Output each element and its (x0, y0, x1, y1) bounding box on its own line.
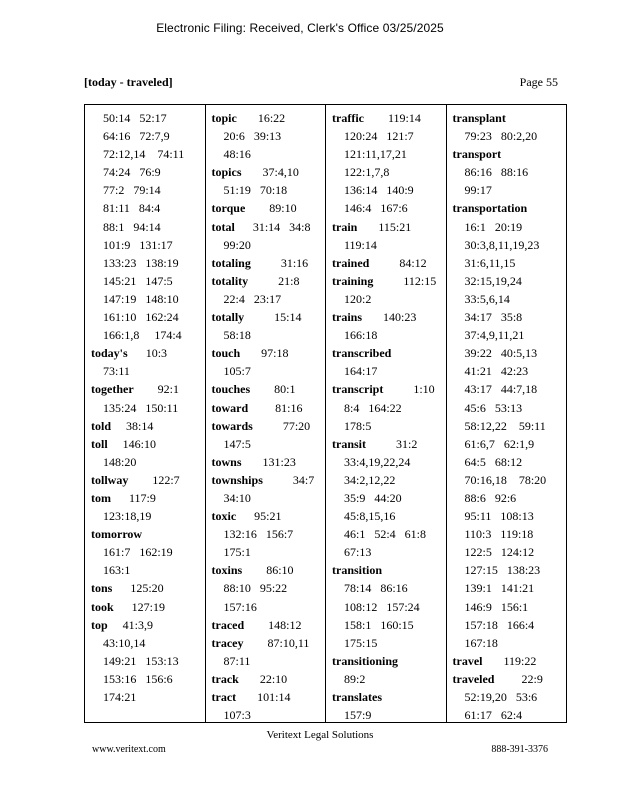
index-entry (91, 435, 201, 453)
index-page-refs: 115:21 (357, 219, 412, 234)
index-page-refs: 33:4,19,22,24 (344, 454, 411, 469)
index-page-refs: 35:9 44:20 (344, 490, 402, 505)
index-page-refs: 48:16 (223, 147, 251, 162)
index-term: transplant (452, 111, 506, 125)
index-page-refs: 127:15 138:23 (464, 563, 541, 578)
index-page-refs: 145:21 147:5 (103, 273, 173, 288)
index-page-refs: 146:10 (107, 436, 157, 451)
index-entry (91, 598, 201, 616)
index-page-refs: 136:14 140:9 (344, 183, 414, 198)
index-entry (332, 308, 442, 326)
index-entry (453, 652, 563, 670)
index-term: totaling (211, 255, 251, 270)
index-page-refs: 31:16 (250, 255, 309, 270)
index-term: took (91, 599, 114, 614)
index-term: traveled (452, 671, 495, 686)
index-page-refs: 133:23 138:19 (103, 255, 179, 270)
index-page-refs: 50:14 52:17 (103, 111, 167, 125)
index-term: today's (91, 346, 128, 361)
index-page-refs: 32:15,19,24 (464, 273, 522, 288)
index-entry (212, 308, 322, 326)
index-page-refs: 38:14 (111, 418, 154, 433)
index-term: transport (452, 147, 502, 162)
index-term: transportation (452, 201, 528, 216)
index-page-refs: 120:2 (344, 291, 372, 306)
index-page-refs: 73:11 (103, 364, 130, 379)
index-term: train (332, 219, 358, 234)
word-index-table (84, 104, 567, 723)
index-page-refs: 81:16 (248, 400, 303, 415)
index-term: trains (332, 310, 362, 325)
index-term: traced (211, 617, 245, 632)
index-page-refs: 101:14 (236, 690, 291, 704)
index-page-refs: 77:2 79:14 (103, 183, 161, 198)
index-term: travel (452, 653, 483, 668)
index-page-refs: 164:17 (344, 364, 378, 379)
index-term: transcript (332, 382, 384, 397)
index-page-refs: 30:3,8,11,19,23 (464, 237, 540, 252)
index-page-refs: 132:16 156:7 (223, 527, 294, 542)
index-column-1 (85, 105, 205, 722)
index-entry (91, 471, 201, 489)
index-entry (332, 344, 442, 362)
index-page-refs: 58:12,22 59:11 (464, 418, 546, 433)
index-page-refs: 153:16 156:6 (103, 671, 173, 686)
index-page-refs: 122:1,7,8 (344, 165, 390, 180)
index-page-refs: 41:3,9 (107, 617, 154, 632)
index-page-refs: 146:9 156:1 (464, 599, 529, 614)
index-page-refs: 88:6 92:6 (464, 490, 517, 505)
index-entry (91, 525, 201, 543)
index-page-refs: 146:4 167:6 (344, 201, 408, 216)
index-entry (212, 344, 322, 362)
index-column-4 (446, 105, 567, 722)
index-page-refs: 77:20 (252, 418, 311, 433)
index-page-refs: 79:23 80:2,20 (464, 129, 538, 144)
index-page-refs: 10:3 (127, 346, 168, 361)
index-page-refs: 87:10,11 (243, 635, 310, 650)
index-page-refs: 107:3 (223, 708, 251, 722)
index-page-refs: 121:11,17,21 (344, 147, 407, 162)
index-page-refs: 95:11 108:13 (464, 509, 534, 524)
index-entry (212, 254, 322, 272)
index-page-refs: 157:16 (223, 599, 257, 614)
index-entry (453, 145, 563, 163)
index-page-refs: 37:4,10 (241, 165, 299, 180)
index-entry (453, 109, 563, 127)
index-entry (212, 507, 322, 525)
index-entry (212, 634, 322, 652)
index-page-refs: 119:14 (363, 111, 421, 125)
index-entry (91, 616, 201, 634)
index-page-refs: 52:19,20 53:6 (464, 690, 538, 704)
index-page-refs: 21:8 (248, 273, 300, 288)
index-page-refs: 122:5 124:12 (464, 545, 535, 560)
index-page-refs: 166:18 (344, 328, 378, 343)
index-page-refs: 175:15 (344, 635, 378, 650)
index-page-refs: 16:1 20:19 (464, 219, 523, 234)
index-term: tracey (211, 635, 244, 650)
index-page-refs: 147:19 148:10 (103, 291, 179, 306)
index-page-refs: 110:3 119:18 (464, 527, 534, 542)
index-entry (212, 616, 322, 634)
index-entry (212, 399, 322, 417)
index-entry (332, 435, 442, 453)
index-page-refs: 89:10 (245, 201, 297, 216)
index-term: told (91, 418, 112, 433)
index-term: touch (211, 346, 241, 361)
index-entry (212, 163, 322, 181)
index-term: towns (211, 454, 242, 469)
index-page-refs: 101:9 131:17 (103, 237, 173, 252)
index-page-refs: 41:21 42:23 (464, 364, 529, 379)
index-page-refs: 89:2 (344, 671, 366, 686)
index-page-refs: 43:17 44:7,18 (464, 382, 538, 397)
footer-company: Veritext Legal Solutions (266, 729, 374, 741)
index-page-refs: 119:22 (482, 653, 537, 668)
index-page-refs: 80:1 (250, 382, 296, 397)
index-page-refs: 157:18 166:4 (464, 617, 535, 632)
efiling-stamp: Electronic Filing: Received, Clerk's Office 03/25/2025 (156, 21, 444, 35)
index-page-refs: 158:1 160:15 (344, 617, 414, 632)
index-term: trained (332, 255, 370, 270)
footer-website: www.veritext.com (92, 744, 166, 755)
index-page-refs: 120:24 121:7 (344, 129, 414, 144)
index-entry (212, 453, 322, 471)
index-page-refs: 1:10 (383, 382, 435, 397)
index-entry (332, 272, 442, 290)
index-page-refs: 70:16,18 78:20 (464, 472, 547, 487)
index-page-refs: 139:1 141:21 (464, 581, 535, 596)
index-page-refs: 8:4 164:22 (344, 400, 402, 415)
index-term: tomorrow (91, 527, 143, 542)
index-term: top (91, 617, 108, 632)
index-term: translates (332, 690, 382, 704)
index-entry (212, 109, 322, 127)
index-page-refs: 112:15 (373, 273, 437, 288)
index-column-2 (205, 105, 326, 722)
index-term: together (91, 382, 134, 397)
index-page-refs: 131:23 (241, 454, 296, 469)
index-entry (91, 380, 201, 398)
index-page-refs: 78:14 86:16 (344, 581, 408, 596)
index-page-refs: 99:20 (223, 237, 251, 252)
page-number: Page 55 (519, 75, 558, 89)
index-page-refs: 87:11 (223, 653, 251, 668)
index-page-refs: 34:10 (223, 490, 251, 505)
index-term: tract (211, 690, 237, 704)
index-entry (91, 417, 201, 435)
index-entry (212, 561, 322, 579)
index-term: transcribed (332, 346, 392, 361)
index-page-refs: 157:9 (344, 708, 372, 722)
index-term: transitioning (332, 653, 399, 668)
index-page-refs: 58:18 (223, 328, 251, 343)
index-page-refs: 39:22 40:5,13 (464, 346, 538, 361)
index-page-refs: 127:19 (113, 599, 166, 614)
index-page-refs: 161:7 162:19 (103, 545, 173, 560)
index-page-refs: 175:1 (223, 545, 251, 560)
index-page-refs: 86:10 (242, 563, 294, 578)
index-page-refs: 64:16 72:7,9 (103, 129, 170, 144)
index-entry (91, 579, 201, 597)
index-page-refs: 64:5 68:12 (464, 454, 523, 469)
index-page-refs: 20:6 39:13 (223, 129, 282, 144)
index-page-refs: 105:7 (223, 364, 251, 379)
footer-phone: 888-391-3376 (491, 744, 548, 755)
index-page-refs: 34:2,12,22 (344, 472, 396, 487)
index-page-refs: 97:18 (240, 346, 289, 361)
index-term: totality (211, 273, 249, 288)
index-page-refs: 178:5 (344, 418, 372, 433)
index-page-refs: 84:12 (369, 255, 427, 270)
index-page-refs: 61:17 62:4 (464, 708, 523, 722)
index-page-refs: 34:7 (262, 472, 315, 487)
index-page-refs: 95:21 (236, 509, 282, 524)
index-term: torque (211, 201, 246, 216)
index-entry (332, 380, 442, 398)
index-entry (212, 380, 322, 398)
index-term: toxins (211, 563, 243, 578)
index-page-refs: 99:17 (464, 183, 492, 198)
index-term: townships (211, 472, 263, 487)
index-entry (91, 489, 201, 507)
index-term: toxic (211, 509, 237, 524)
index-term: traffic (332, 111, 364, 125)
index-entry (453, 670, 563, 688)
index-page-refs: 37:4,9,11,21 (464, 328, 525, 343)
index-page-refs: 135:24 150:11 (103, 400, 179, 415)
index-page-refs: 140:23 (362, 310, 417, 325)
index-term: tom (91, 490, 111, 505)
index-page-refs: 119:14 (344, 237, 377, 252)
index-page-refs: 86:16 88:16 (464, 165, 529, 180)
index-range: [today - traveled] (84, 75, 173, 89)
index-entry (332, 109, 442, 127)
index-term: topic (211, 111, 237, 125)
index-page-refs: 166:1,8 174:4 (103, 328, 182, 343)
index-term: tons (91, 581, 113, 596)
index-page-refs: 51:19 70:18 (223, 183, 288, 198)
index-entry (453, 199, 563, 217)
index-page-refs: 149:21 153:13 (103, 653, 179, 668)
index-page-refs: 161:10 162:24 (103, 310, 179, 325)
index-entry (212, 218, 322, 236)
index-page-refs: 167:18 (464, 635, 498, 650)
index-term: training (332, 273, 374, 288)
index-term: topics (211, 165, 242, 180)
index-term: towards (211, 418, 253, 433)
index-page-refs: 22:10 (238, 671, 288, 686)
index-page-refs: 81:11 84:4 (103, 201, 161, 216)
index-page-refs: 15:14 (244, 310, 302, 325)
index-page-refs: 67:13 (344, 545, 372, 560)
index-page-refs: 122:7 (128, 472, 180, 487)
index-page-refs: 43:10,14 (103, 635, 146, 650)
index-page-refs: 125:20 (112, 581, 164, 596)
index-entry (91, 344, 201, 362)
index-page-refs: 88:10 95:22 (223, 581, 288, 596)
index-page-refs: 117:9 (111, 490, 156, 505)
index-page-refs: 46:1 52:4 61:8 (344, 527, 427, 542)
index-page-refs: 22:4 23:17 (223, 291, 282, 306)
index-column-3 (325, 105, 446, 722)
index-entry (332, 218, 442, 236)
index-term: total (211, 219, 235, 234)
index-entry (212, 670, 322, 688)
index-page-refs: 22:9 (494, 671, 543, 686)
index-page-refs: 163:1 (103, 563, 131, 578)
index-entry (332, 561, 442, 579)
index-term: toward (211, 400, 249, 415)
index-page-refs: 34:17 35:8 (464, 310, 523, 325)
index-page-refs: 148:12 (244, 617, 302, 632)
index-page-refs: 16:22 (236, 111, 286, 125)
index-page-refs: 147:5 (223, 436, 251, 451)
index-entry (332, 688, 442, 706)
index-page-refs: 72:12,14 74:11 (103, 147, 185, 162)
index-term: toll (91, 436, 108, 451)
index-entry (212, 272, 322, 290)
index-page-refs: 33:5,6,14 (464, 291, 510, 306)
index-entry (332, 652, 442, 670)
index-page-refs: 123:18,19 (103, 509, 152, 524)
index-page-refs: 31:6,11,15 (464, 255, 516, 270)
index-term: totally (211, 310, 245, 325)
index-term: transition (332, 563, 383, 578)
index-page-refs: 31:2 (366, 436, 418, 451)
index-term: touches (211, 382, 251, 397)
index-term: tollway (91, 472, 129, 487)
index-entry (212, 199, 322, 217)
index-entry (212, 688, 322, 706)
index-term: track (211, 671, 239, 686)
index-entry (212, 471, 322, 489)
index-page-refs: 31:14 34:8 (234, 219, 311, 234)
index-page-refs: 148:20 (103, 454, 137, 469)
index-page-refs: 174:21 (103, 690, 137, 704)
index-page-refs: 45:8,15,16 (344, 509, 396, 524)
index-page-refs: 61:6,7 62:1,9 (464, 436, 535, 451)
index-page-refs: 74:24 76:9 (103, 165, 161, 180)
index-page-refs: 108:12 157:24 (344, 599, 420, 614)
index-page-refs: 92:1 (133, 382, 179, 397)
index-entry (212, 417, 322, 435)
index-page-refs: 45:6 53:13 (464, 400, 523, 415)
index-page-refs: 88:1 94:14 (103, 219, 161, 234)
index-term: transit (332, 436, 366, 451)
index-entry (332, 254, 442, 272)
